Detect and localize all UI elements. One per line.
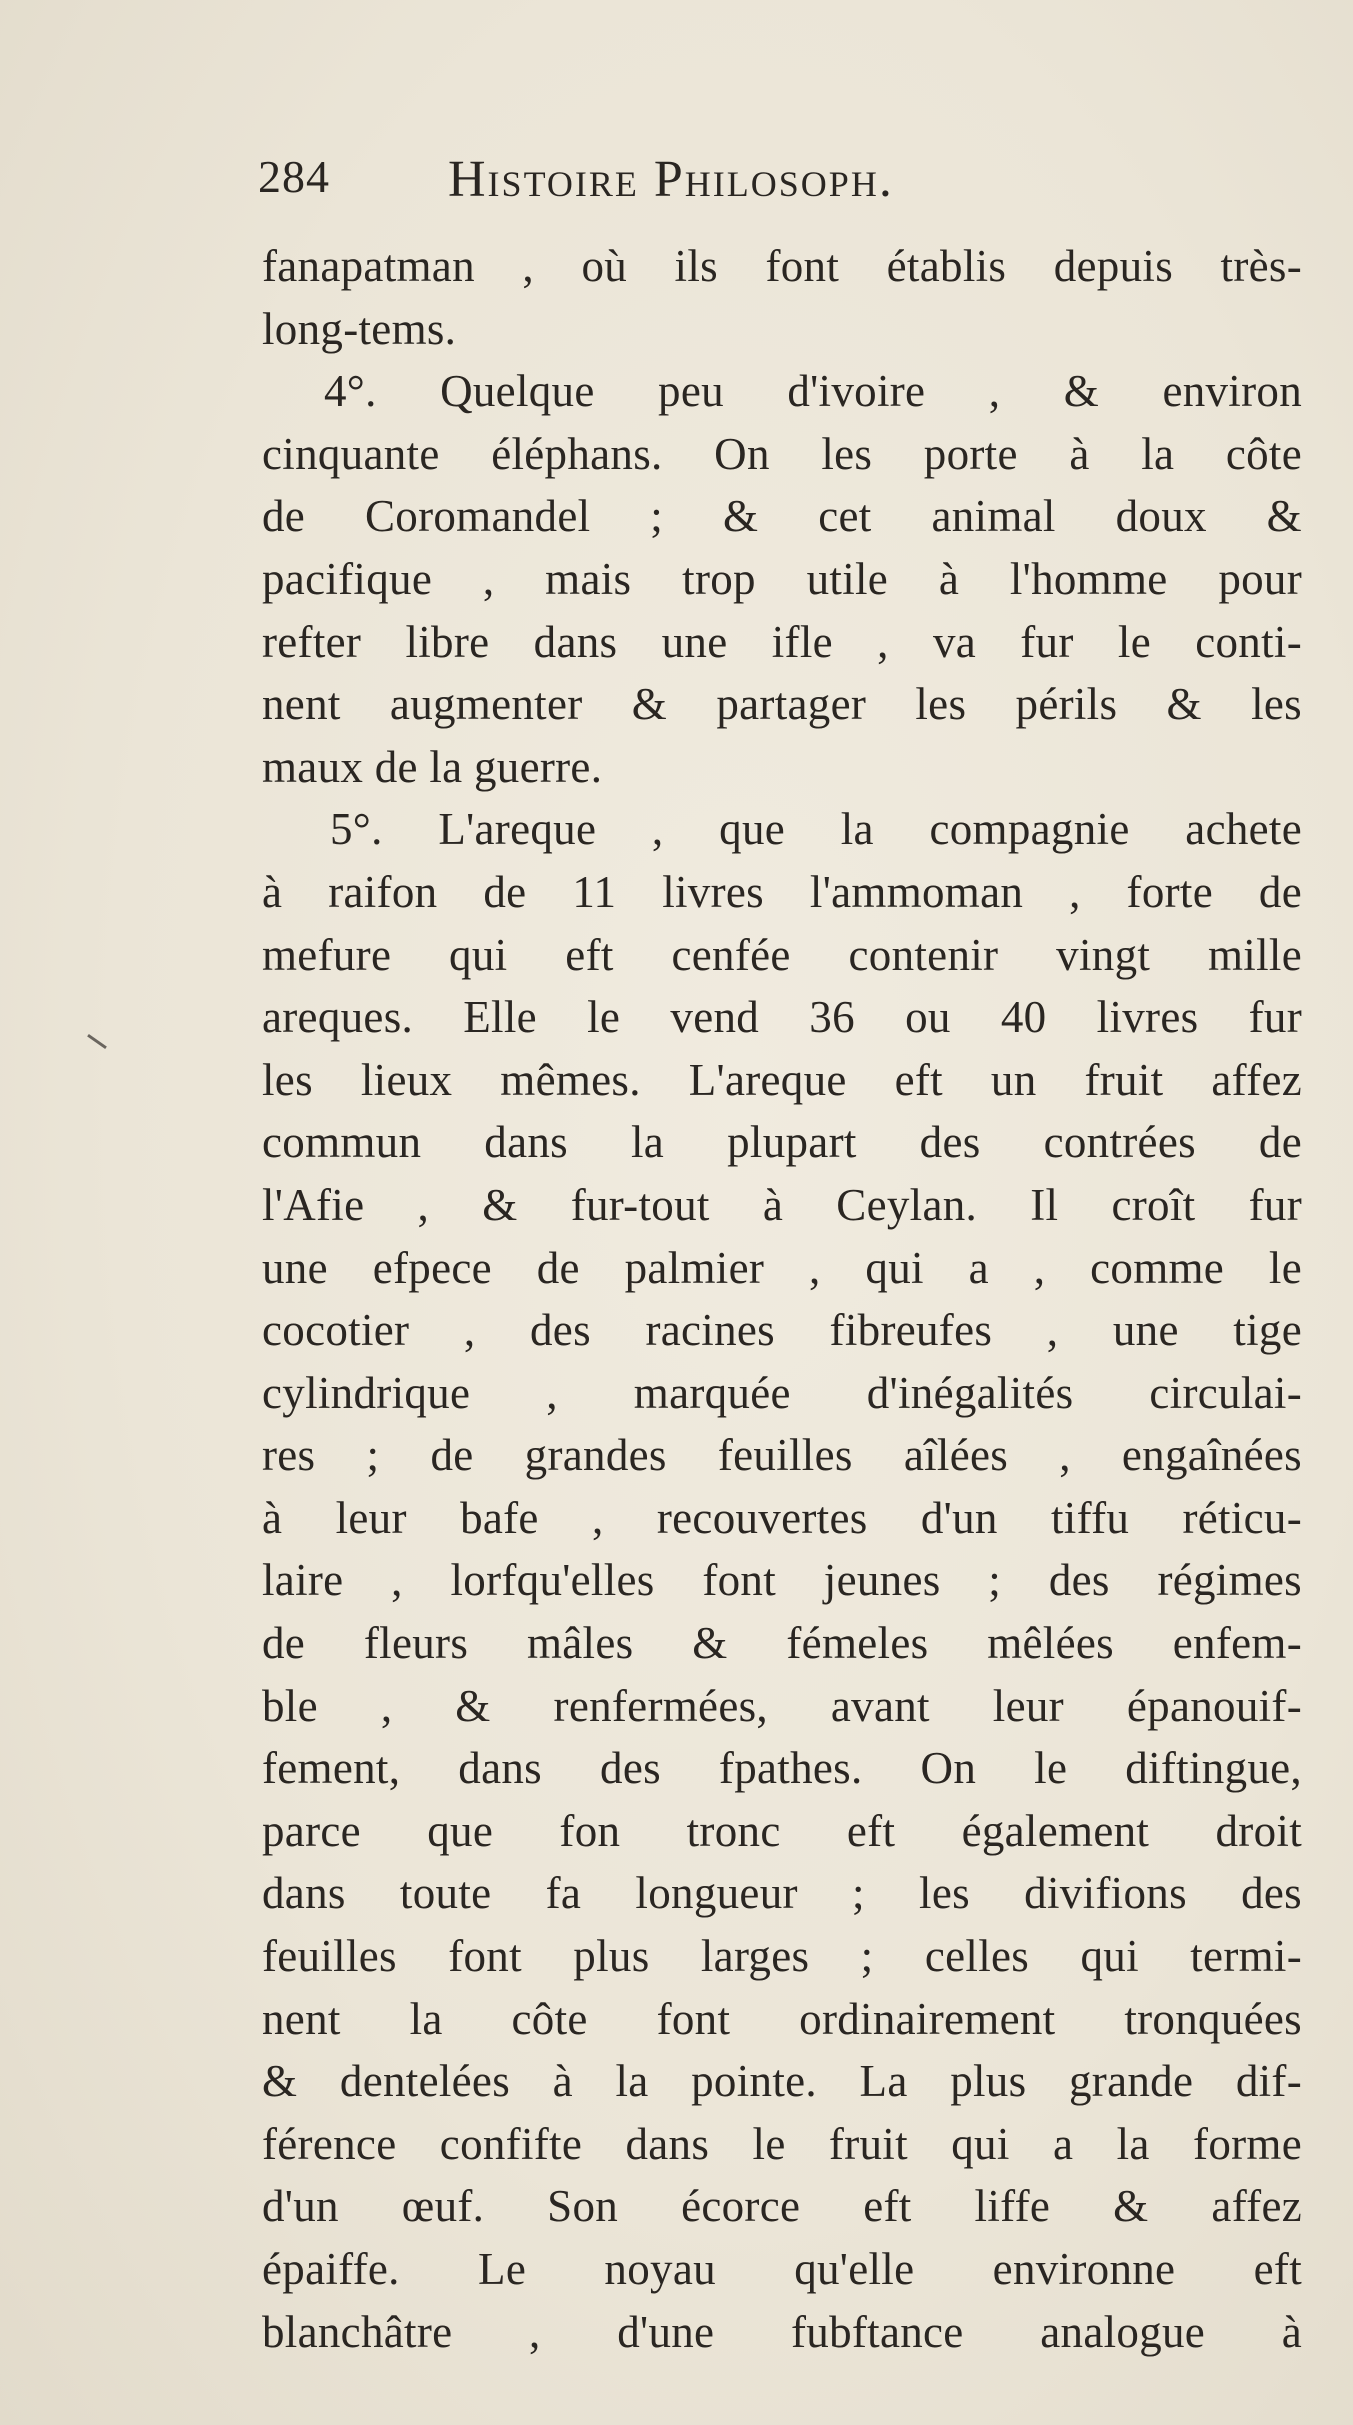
text-line: areques. Elle le vend 36 ou 40 livres fur	[262, 992, 1302, 1043]
text-line: laire , lorfqu'elles font jeunes ; des régimes	[262, 1555, 1302, 1606]
text-line: 5°. L'areque , que la compagnie achete	[330, 804, 1302, 855]
text-line: dans toute fa longueur ; les divifions des	[262, 1868, 1302, 1919]
text-line: fement, dans des fpathes. On le diftingue,	[262, 1743, 1302, 1794]
text-line: une efpece de palmier , qui a , comme le	[262, 1242, 1302, 1293]
text-line: parce que fon tronc eft également droit	[262, 1805, 1302, 1856]
text-line: & dentelées à la pointe. La plus grande dif-	[262, 2056, 1302, 2107]
text-line: pacifique , mais trop utile à l'homme pour	[262, 553, 1302, 604]
text-line: refter libre dans une ifle , va fur le conti-	[262, 616, 1302, 667]
text-line: l'Afie , & fur-tout à Ceylan. Il croît fur	[262, 1179, 1302, 1230]
text-line: cocotier , des racines fibreufes , une tige	[262, 1305, 1302, 1356]
text-line: à raifon de 11 livres l'ammoman , forte de	[262, 866, 1302, 917]
text-line: ble , & renfermées, avant leur épanouif-	[262, 1680, 1302, 1731]
text-line: épaiffe. Le noyau qu'elle environne eft	[262, 2244, 1302, 2294]
text-line: res ; de grandes feuilles aîlées , engaînées	[262, 1430, 1302, 1481]
text-line: maux de la guerre.	[262, 741, 603, 792]
text-line: 4°. Quelque peu d'ivoire , & environ	[324, 366, 1302, 417]
margin-pencil-mark	[87, 1034, 107, 1049]
text-line: férence confifte dans le fruit qui a la forme	[262, 2118, 1302, 2169]
text-line: mefure qui eft cenfée contenir vingt mille	[262, 929, 1302, 980]
text-line: nent la côte font ordinairement tronquées	[262, 1993, 1302, 2044]
text-line: de Coromandel ; & cet animal doux &	[262, 491, 1302, 542]
running-head: Histoire Philosoph.	[448, 151, 894, 208]
text-line: les lieux mêmes. L'areque eft un fruit affez	[262, 1054, 1302, 1105]
text-line: nent augmenter & partager les périls & les	[262, 679, 1302, 730]
text-line: d'un œuf. Son écorce eft liffe & affez	[262, 2181, 1302, 2232]
text-line: blanchâtre , d'une fubftance analogue à	[262, 2306, 1302, 2357]
page-header	[258, 150, 1308, 220]
text-line: commun dans la plupart des contrées de	[262, 1117, 1302, 1168]
text-line: à leur bafe , recouvertes d'un tiffu réticu-	[262, 1492, 1302, 1543]
text-line: long-tems.	[262, 303, 457, 354]
text-line: de fleurs mâles & fémeles mêlées enfem-	[262, 1618, 1302, 1669]
text-line: feuilles font plus larges ; celles qui termi-	[262, 1931, 1302, 1982]
page-number: 284	[258, 151, 330, 202]
body-text	[262, 235, 1302, 2363]
text-line: fanapatman , où ils font établis depuis très-	[262, 241, 1302, 291]
text-line: cinquante éléphans. On les porte à la côte	[262, 428, 1302, 479]
text-line: cylindrique , marquée d'inégalités circulai-	[262, 1367, 1302, 1418]
